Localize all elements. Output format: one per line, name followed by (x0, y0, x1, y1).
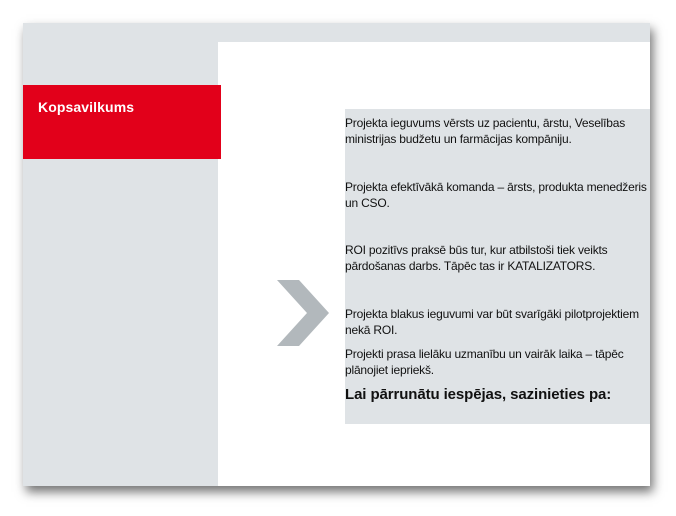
section-title: Kopsavilkums (38, 99, 135, 115)
section-title-box (23, 85, 221, 159)
summary-paragraph-4: Projekta blakus ieguvumi var būt svarīgāki pilotprojektiem nekā ROI. (345, 307, 639, 337)
summary-paragraph-2: Projekta efektīvākā komanda – ārsts, produkta menedžeris un CSO. (345, 180, 647, 210)
summary-paragraph-3: ROI pozitīvs praksē būs tur, kur atbilstoši tiek veikts pārdošanas darbs. Tāpēc tas ir KATALIZATORS. (345, 243, 608, 273)
summary-paragraph-5: Projekti prasa lielāku uzmanību un vairāk laika – tāpēc plānojiet iepriekš. (345, 347, 624, 377)
slide (23, 23, 650, 486)
chevron-right-icon (277, 280, 329, 346)
summary-paragraph-1: Projekta ieguvums vērsts uz pacientu, ārstu, Veselības ministrijas budžetu un farmācijas kompāniju. (345, 116, 626, 146)
summary-box (345, 109, 650, 424)
contact-heading: Lai pārrunātu iespējas, sazinieties pa: (345, 386, 612, 403)
